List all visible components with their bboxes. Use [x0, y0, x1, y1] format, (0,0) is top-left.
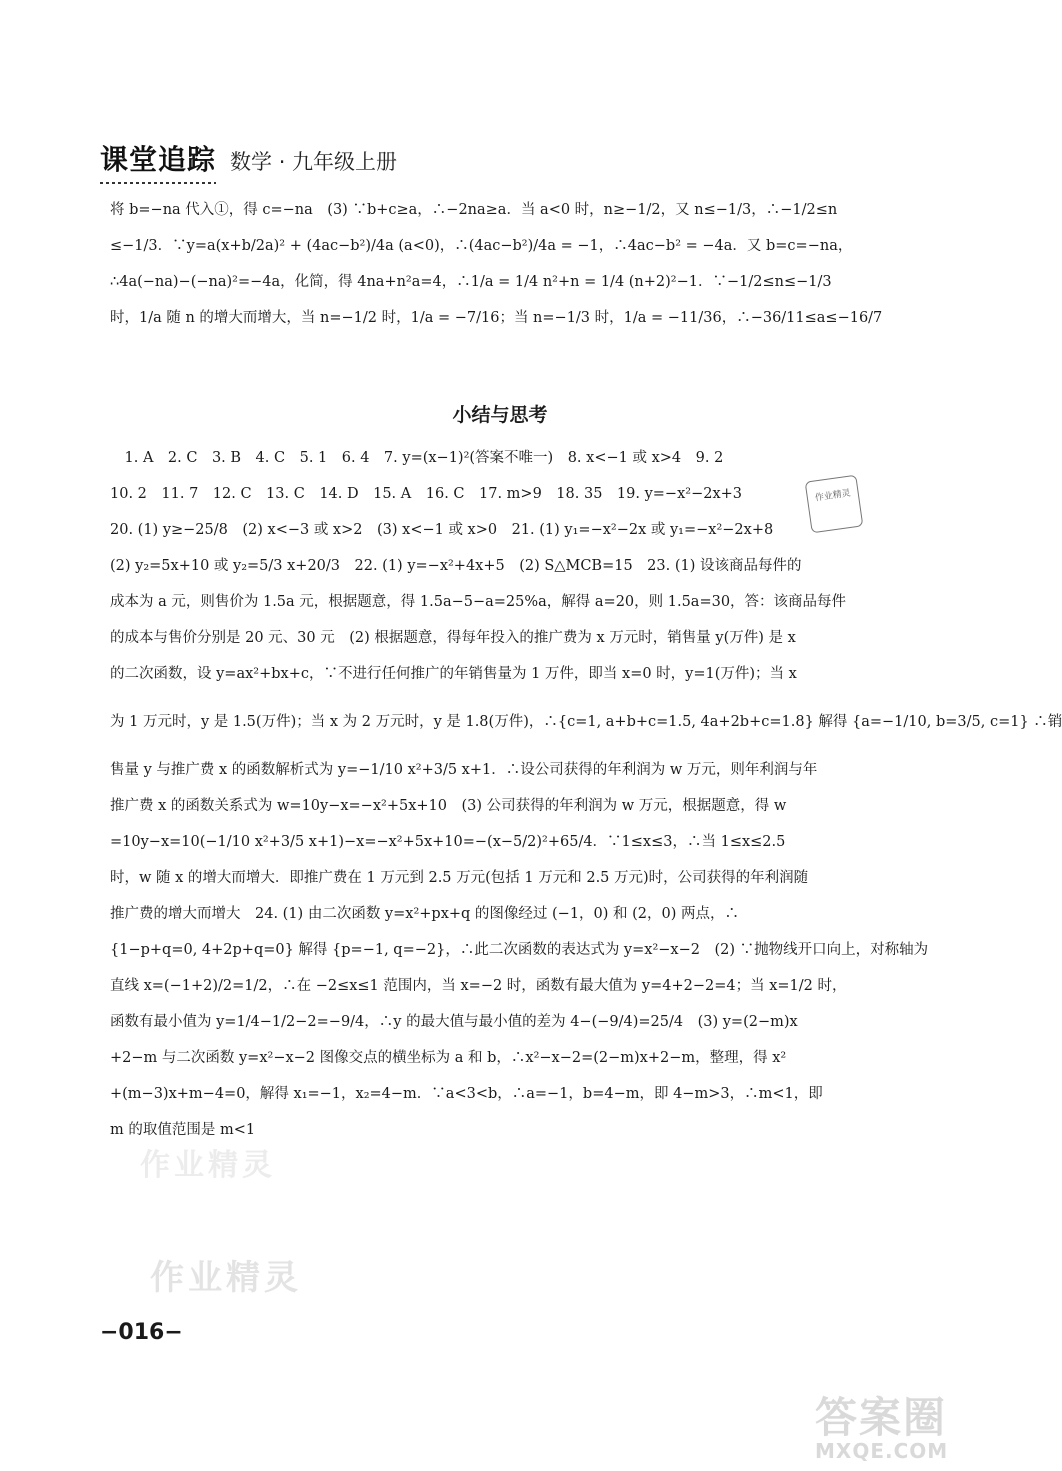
answer-line: 为 1 万元时，y 是 1.5(万件)；当 x 为 2 万元时，y 是 1.8(万件)，∴{c=1, a+b+c=1.5, 4a+2b+c=1.8} 解得 {a=−1/10, b=3/5, c=1} ∴销	[110, 714, 1062, 730]
answer-line: {1−p+q=0, 4+2p+q=0} 解得 {p=−1, q=−2}，∴此二次函数的表达式为 y=x²−x−2 (2) ∵抛物线开口向上，对称轴为	[110, 942, 929, 958]
page-number: −016−	[100, 1320, 183, 1345]
page-header	[100, 138, 397, 178]
text-line: 时，1/a 随 n 的增大而增大，当 n=−1/2 时，1/a = −7/16；当 n=−1/3 时，1/a = −11/36，∴−36/11≤a≤−16/7	[110, 310, 883, 326]
text-line: ∴4a(−na)−(−na)²=−4a，化简，得 4na+n²a=4，∴1/a = 1/4 n²+n = 1/4 (n+2)²−1．∵−1/2≤n≤−1/3	[110, 274, 832, 290]
watermark-stamp: 作业精灵	[805, 475, 864, 534]
faint-watermark: 作业精灵	[150, 1258, 302, 1298]
answer-line: 函数有最小值为 y=1/4−1/2−2=−9/4，∴y 的最大值与最小值的差为 4−(−9/4)=25/4 (3) y=(2−m)x	[110, 1014, 798, 1030]
text-line: 将 b=−na 代入①，得 c=−na (3) ∵b+c≥a，∴−2na≥a．当 a<0 时，n≥−1/2，又 n≤−1/3，∴−1/2≤n	[110, 202, 838, 218]
answer-line: m 的取值范围是 m<1	[110, 1122, 256, 1138]
answer-line: 售量 y 与推广费 x 的函数解析式为 y=−1/10 x²+3/5 x+1．∴设公司获得的年利润为 w 万元，则年利润与年	[110, 762, 818, 778]
answer-line: 推广费 x 的函数关系式为 w=10y−x=−x²+5x+10 (3) 公司获得的年利润为 w 万元，根据题意，得 w	[110, 798, 787, 814]
answer-line: 10. 2 11. 7 12. C 13. C 14. D 15. A 16. C 17. m>9 18. 35 19. y=−x²−2x+3	[110, 486, 743, 502]
answer-line: (2) y₂=5x+10 或 y₂=5/3 x+20/3 22. (1) y=−x²+4x+5 (2) S△MCB=15 23. (1) 设该商品每件的	[110, 558, 802, 574]
answer-line: =10y−x=10(−1/10 x²+3/5 x+1)−x=−x²+5x+10=−(x−5/2)²+65/4．∵1≤x≤3，∴当 1≤x≤2.5	[110, 834, 786, 850]
site-logo	[815, 1385, 948, 1463]
answer-line: 的成本与售价分别是 20 元、30 元 (2) 根据题意，得每年投入的推广费为 x 万元时，销售量 y(万件) 是 x	[110, 630, 796, 646]
answers-block	[110, 440, 1062, 1148]
book-subject: 数学 · 九年级上册	[230, 150, 398, 174]
answer-line: 时，w 随 x 的增大而增大．即推广费在 1 万元到 2.5 万元(包括 1 万元和 2.5 万元)时，公司获得的年利润随	[110, 870, 809, 886]
faint-watermark: 作业精灵	[140, 1148, 276, 1183]
answer-line: +2−m 与二次函数 y=x²−x−2 图像交点的横坐标为 a 和 b，∴x²−x−2=(2−m)x+2−m，整理，得 x²	[110, 1050, 787, 1066]
site-logo-cn: 答案圈	[815, 1393, 948, 1442]
text-line: ≤−1/3．∵y=a(x+b/2a)² + (4ac−b²)/4a (a<0)，∴(4ac−b²)/4a = −1，∴4ac−b² = −4a．又 b=c=−na，	[110, 238, 853, 254]
answer-line: 20. (1) y≥−25/8 (2) x<−3 或 x>2 (3) x<−1 或 x>0 21. (1) y₁=−x²−2x 或 y₁=−x²−2x+8	[110, 522, 774, 538]
answer-line: 1. A 2. C 3. B 4. C 5. 1 6. 4 7. y=(x−1)²(答案不唯一) 8. x<−1 或 x>4 9. 2	[110, 450, 724, 466]
answer-line: 成本为 a 元，则售价为 1.5a 元，根据题意，得 1.5a−5−a=25%a，解得 a=20，则 1.5a=30，答：该商品每件	[110, 594, 847, 610]
book-brand-title: 课堂追踪	[100, 138, 222, 178]
solution-continuation	[110, 192, 900, 336]
answer-line: 直线 x=(−1+2)/2=1/2，∴在 −2≤x≤1 范围内，当 x=−2 时，函数有最大值为 y=4+2−2=4；当 x=1/2 时，	[110, 978, 847, 994]
answer-line: 推广费的增大而增大 24. (1) 由二次函数 y=x²+px+q 的图像经过 (−1，0) 和 (2，0) 两点，∴	[110, 906, 740, 922]
site-logo-en: MXQE.COM	[815, 1439, 949, 1463]
answer-line: 的二次函数，设 y=ax²+bx+c，∵不进行任何推广的年销售量为 1 万件，即当 x=0 时，y=1(万件)；当 x	[110, 666, 797, 682]
section-title: 小结与思考	[452, 404, 548, 426]
answer-line: +(m−3)x+m−4=0，解得 x₁=−1，x₂=4−m．∵a<3<b，∴a=−1，b=4−m，即 4−m>3，∴m<1，即	[110, 1086, 823, 1102]
